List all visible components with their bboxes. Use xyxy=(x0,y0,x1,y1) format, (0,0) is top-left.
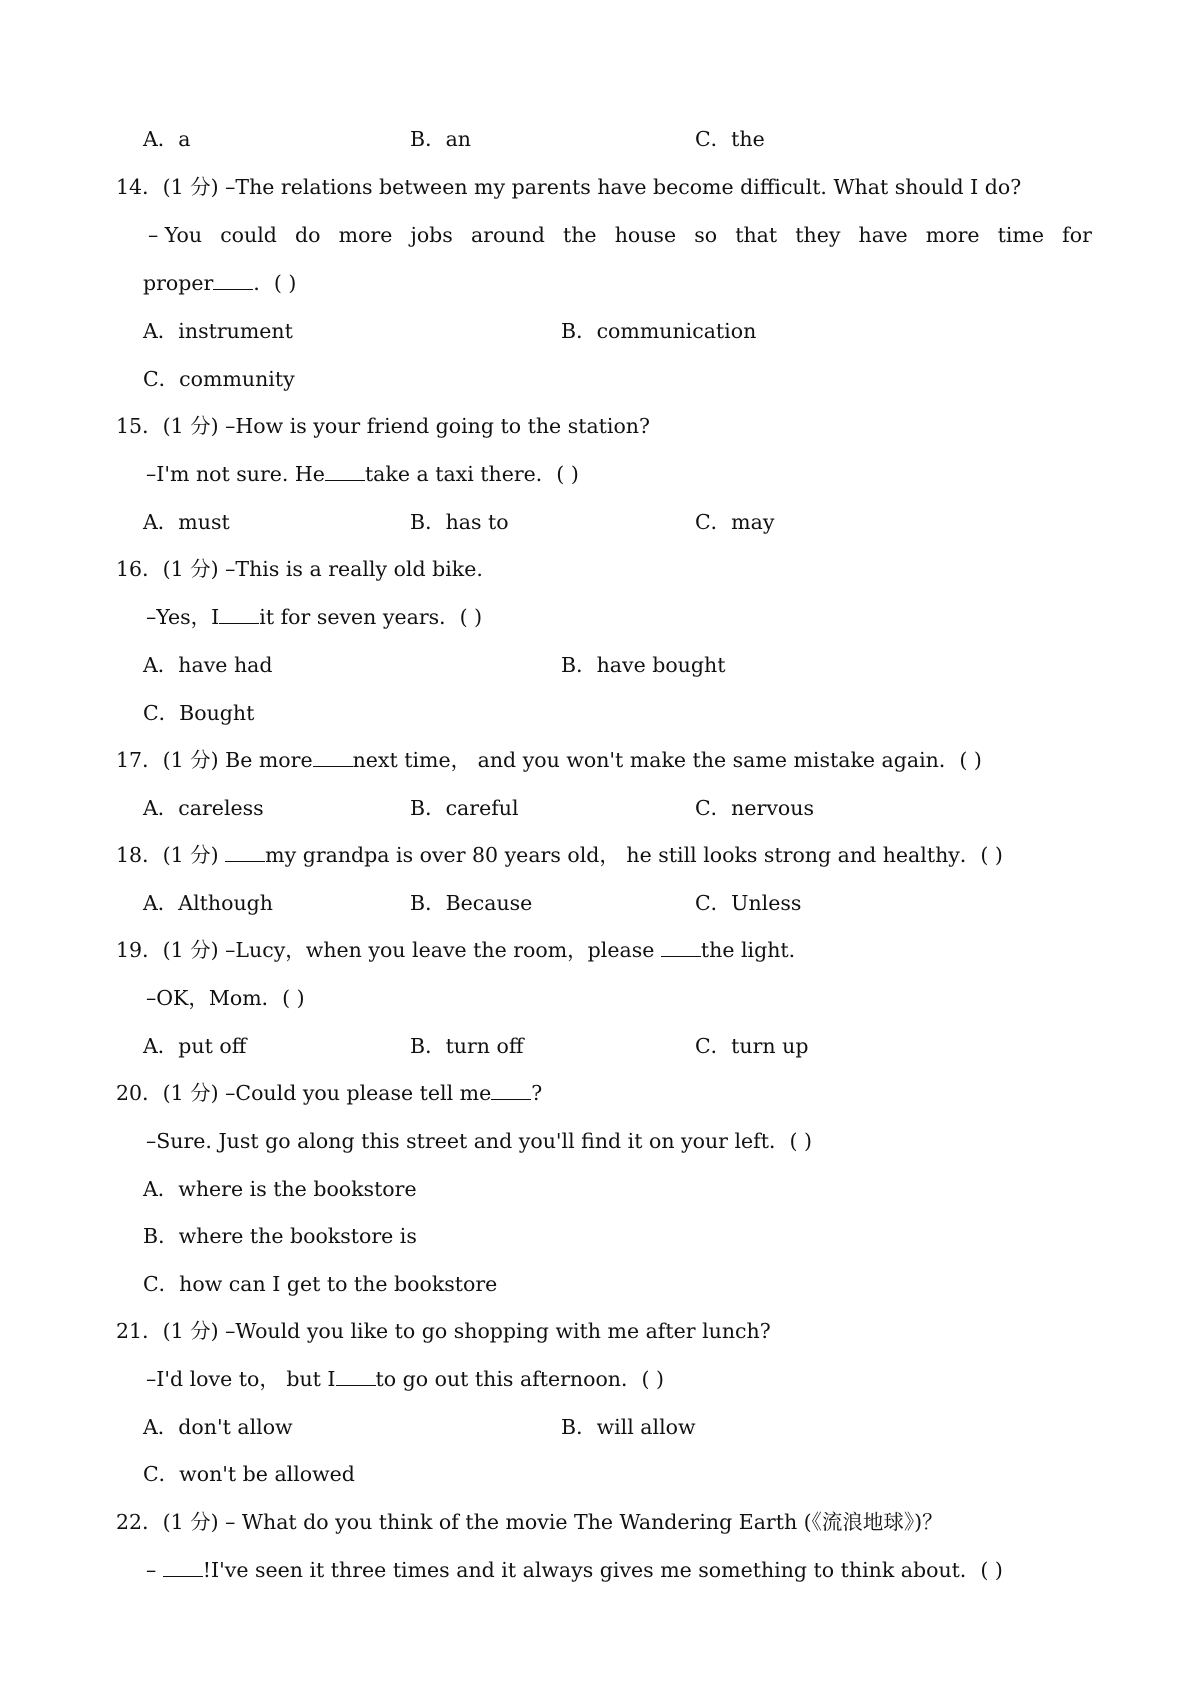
answer-blank xyxy=(213,288,253,290)
q14-word: jobs xyxy=(410,223,453,247)
q21-stem-line2 xyxy=(146,1366,664,1392)
q14-word: – You xyxy=(148,223,203,247)
q21-stem-line1: 21．(1 分) –Would you like to go shopping with me after lunch? xyxy=(116,1319,771,1343)
q18-option-b: B．Because xyxy=(410,891,533,915)
answer-blank xyxy=(313,765,353,767)
q18-stem-text: my grandpa is over 80 years old， he still looks strong and healthy．( ) xyxy=(265,843,1003,867)
q22-stem-text: !I've seen it three times and it always gives me something to think about．( ) xyxy=(202,1558,1003,1582)
q15-option-a: A．must xyxy=(143,510,230,534)
q16-option-b: B．have bought xyxy=(561,653,726,677)
q14-word: house xyxy=(614,223,677,247)
q16-stem-line1: 16．(1 分) –This is a really old bike. xyxy=(116,557,483,581)
q14-stem-text: ．( ) xyxy=(253,271,297,295)
q17-stem-text: next time， and you won't make the same mistake again．( ) xyxy=(352,748,982,772)
q17-option-c: C．nervous xyxy=(695,796,814,820)
q14-word: that xyxy=(735,223,778,247)
q22-stem-line1: 22．(1 分) – What do you think of the movie The Wandering Earth (《流浪地球》)？ xyxy=(116,1510,943,1534)
q14-stem-line3 xyxy=(143,270,296,296)
q14-word: for xyxy=(1062,223,1092,247)
answer-blank xyxy=(661,955,701,957)
q16-stem-text: it for seven years．( ) xyxy=(259,605,483,629)
q15-option-b: B．has to xyxy=(410,510,509,534)
q14-stem-line2 xyxy=(148,222,1092,248)
q14-word: do xyxy=(295,223,321,247)
q15-stem-text: take a taxi there．( ) xyxy=(364,462,579,486)
q21-option-b: B．will allow xyxy=(561,1415,696,1439)
q13-option-c: C．the xyxy=(695,127,765,151)
q21-option-a: A．don't allow xyxy=(143,1415,293,1439)
q17-option-b: B．careful xyxy=(410,796,519,820)
answer-blank xyxy=(163,1575,203,1577)
q18-option-c: C．Unless xyxy=(695,891,802,915)
q20-stem-text: 20．(1 分) –Could you please tell me xyxy=(116,1081,492,1105)
q20-option-c: C．how can I get to the bookstore xyxy=(143,1272,498,1296)
q18-stem xyxy=(116,842,1003,868)
q18-option-a: A．Although xyxy=(143,891,273,915)
q14-word: more xyxy=(925,223,980,247)
q16-stem-line2 xyxy=(146,604,482,630)
q14-word: time xyxy=(997,223,1045,247)
q21-option-c: C．won't be allowed xyxy=(143,1462,355,1486)
q17-stem xyxy=(116,747,982,773)
q14-option-b: B．communication xyxy=(561,319,757,343)
q19-stem-text: the light. xyxy=(700,938,796,962)
q18-stem-text: 18．(1 分) xyxy=(116,843,226,867)
q19-stem-line2: –OK，Mom．( ) xyxy=(146,986,305,1010)
q14-stem-line1: 14．(1 分) –The relations between my parents have become difficult. What should I do? xyxy=(116,175,1022,199)
q16-option-c: C．Bought xyxy=(143,701,255,725)
q15-stem-line1: 15．(1 分) –How is your friend going to the station? xyxy=(116,414,651,438)
q20-stem-line2: –Sure. Just go along this street and you'll find it on your left．( ) xyxy=(146,1129,813,1153)
q14-word: the xyxy=(562,223,597,247)
q22-stem-line2 xyxy=(146,1557,1003,1583)
q17-option-a: A．careless xyxy=(143,796,264,820)
answer-blank xyxy=(325,479,365,481)
q14-word: could xyxy=(220,223,277,247)
q14-word: so xyxy=(694,223,718,247)
q21-stem-text: –I'd love to， but I xyxy=(146,1367,336,1391)
q20-stem-text: ? xyxy=(531,1081,543,1105)
q14-option-a: A．instrument xyxy=(143,319,293,343)
q20-stem-line1 xyxy=(116,1080,542,1106)
q15-stem-line2 xyxy=(146,461,579,487)
q14-word: more xyxy=(338,223,393,247)
q19-stem-text: 19．(1 分) –Lucy，when you leave the room，please xyxy=(116,938,661,962)
q21-stem-text: to go out this afternoon．( ) xyxy=(375,1367,665,1391)
q19-stem-line1 xyxy=(116,937,795,963)
q14-word: they xyxy=(795,223,841,247)
q14-word: have xyxy=(858,223,908,247)
q19-option-c: C．turn up xyxy=(695,1034,809,1058)
q17-stem-text: 17．(1 分) Be more xyxy=(116,748,313,772)
answer-blank xyxy=(219,622,259,624)
q20-option-a: A．where is the bookstore xyxy=(143,1177,417,1201)
q15-option-c: C．may xyxy=(695,510,775,534)
q13-option-a: A．a xyxy=(143,127,191,151)
q14-word: around xyxy=(470,223,545,247)
q14-stem-text: proper xyxy=(143,271,214,295)
q19-option-a: A．put off xyxy=(143,1034,247,1058)
q15-stem-text: –I'm not sure. He xyxy=(146,462,325,486)
q16-stem-text: –Yes，I xyxy=(146,605,220,629)
q13-option-b: B．an xyxy=(410,127,471,151)
q16-option-a: A．have had xyxy=(143,653,273,677)
q20-option-b: B．where the bookstore is xyxy=(143,1224,417,1248)
answer-blank xyxy=(225,860,265,862)
q19-option-b: B．turn off xyxy=(410,1034,524,1058)
answer-blank xyxy=(336,1384,376,1386)
q22-stem-text: – xyxy=(146,1558,163,1582)
q14-option-c: C．community xyxy=(143,367,295,391)
answer-blank xyxy=(491,1098,531,1100)
